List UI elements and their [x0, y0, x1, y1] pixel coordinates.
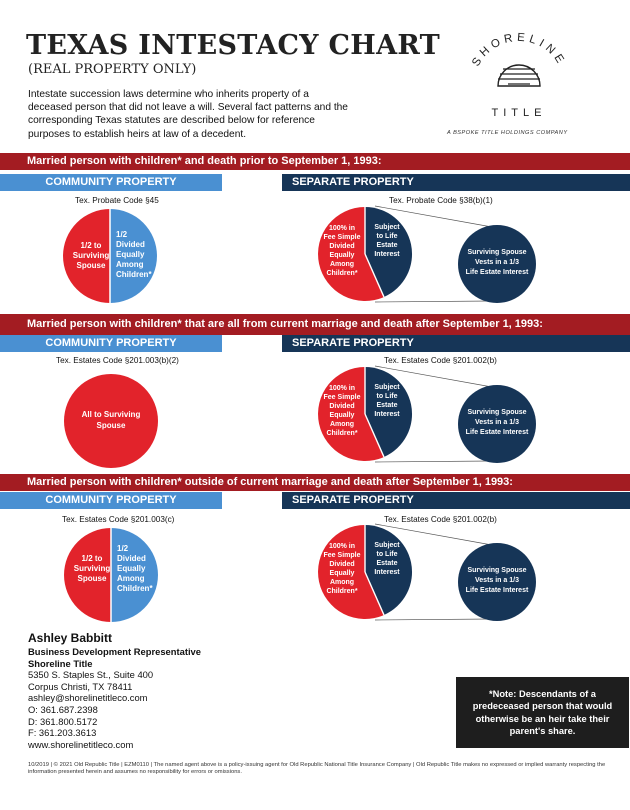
svg-text:Interest: Interest — [374, 569, 400, 576]
contact-name: Ashley Babbitt — [28, 631, 113, 645]
svg-text:Fee Simple: Fee Simple — [323, 234, 361, 241]
section-2-community-pie — [61, 371, 161, 471]
intro-paragraph: Intestate succession laws determine who inherits property of a deceased person that did not leave a will. Several fact patterns and the corresponding Texas statutes are described below for reference purposes to establish heirs at law of a decedent. — [28, 89, 348, 140]
section-2-community-code: Tex. Estates Code §201.003(b)(2) — [56, 356, 179, 365]
svg-text:Equally: Equally — [329, 570, 355, 577]
section-1-community-header: COMMUNITY PROPERTY — [0, 174, 222, 191]
contact-email-link[interactable]: ashley@shorelinetitleco.com — [28, 692, 148, 704]
contact-office-phone: O: 361.687.2398 — [28, 703, 98, 715]
svg-text:Equally: Equally — [329, 412, 355, 419]
svg-text:1/2: 1/2 — [117, 544, 129, 553]
section-1-separate-code: Tex. Probate Code §38(b)(1) — [389, 196, 493, 205]
svg-text:Interest: Interest — [374, 251, 400, 258]
shoreline-logo — [450, 24, 588, 144]
section-3-separate-code: Tex. Estates Code §201.002(b) — [384, 515, 497, 524]
svg-text:Divided: Divided — [117, 554, 146, 563]
section-2-community-header: COMMUNITY PROPERTY — [0, 335, 222, 352]
svg-text:100% in: 100% in — [328, 385, 356, 392]
note-text: *Note: Descendants of a predeceased person that would otherwise be an heir take their parent's share. — [472, 688, 613, 736]
svg-text:Subject: Subject — [374, 224, 400, 231]
svg-text:Vests in a 1/3: Vests in a 1/3 — [475, 259, 519, 266]
contact-address-line-2: Corpus Christi, TX 78411 — [28, 680, 133, 692]
svg-text:Life Estate Interest: Life Estate Interest — [465, 429, 529, 436]
svg-text:1/2: 1/2 — [116, 230, 128, 239]
contact-website-link[interactable]: www.shorelinetitleco.com — [28, 738, 134, 750]
svg-text:Surviving Spouse: Surviving Spouse — [467, 249, 527, 256]
svg-text:Subject: Subject — [374, 542, 400, 549]
svg-text:Equally: Equally — [117, 564, 146, 573]
section-1-community-pie — [60, 206, 160, 306]
svg-text:All to Surviving: All to Surviving — [81, 410, 141, 419]
svg-text:Surviving Spouse: Surviving Spouse — [467, 567, 527, 574]
svg-text:Estate: Estate — [376, 560, 398, 567]
logo-arc-text: SHORELINE — [470, 31, 568, 69]
svg-text:100% in: 100% in — [328, 543, 356, 550]
svg-text:1/2 to: 1/2 to — [81, 554, 103, 563]
svg-text:Surviving Spouse: Surviving Spouse — [467, 409, 527, 416]
contact-direct-phone: D: 361.800.5172 — [28, 715, 98, 727]
svg-text:Among: Among — [116, 260, 144, 269]
svg-text:Among: Among — [117, 574, 145, 583]
section-3-community-code: Tex. Estates Code §201.003(c) — [62, 515, 175, 524]
svg-text:to Life: to Life — [376, 393, 398, 400]
svg-text:Estate: Estate — [376, 242, 398, 249]
svg-text:Children*: Children* — [326, 430, 358, 437]
section-1-separate-header: SEPARATE PROPERTY — [282, 174, 630, 191]
logo-icon — [450, 24, 588, 134]
svg-text:Life Estate Interest: Life Estate Interest — [465, 587, 529, 594]
svg-text:Divided: Divided — [116, 240, 145, 249]
svg-text:Vests in a 1/3: Vests in a 1/3 — [475, 419, 519, 426]
svg-text:Spouse: Spouse — [96, 421, 126, 430]
svg-text:Children*: Children* — [117, 584, 153, 593]
svg-text:Surviving: Surviving — [72, 251, 110, 260]
svg-text:Fee Simple: Fee Simple — [323, 552, 361, 559]
page-title: TEXAS INTESTACY CHART — [26, 30, 441, 61]
contact-role: Business Development Representative — [28, 646, 201, 657]
note-box — [456, 677, 629, 748]
svg-text:Children*: Children* — [116, 270, 152, 279]
section-2-separate-code: Tex. Estates Code §201.002(b) — [384, 356, 497, 365]
svg-text:Divided: Divided — [329, 561, 355, 568]
contact-block — [28, 630, 288, 750]
svg-text:Life Estate Interest: Life Estate Interest — [465, 269, 529, 276]
section-2-separate-diagram — [318, 364, 548, 464]
svg-text:to Life: to Life — [376, 233, 398, 240]
svg-text:1/2 to: 1/2 to — [80, 241, 102, 250]
svg-text:Equally: Equally — [329, 252, 355, 259]
svg-text:Among: Among — [329, 579, 355, 586]
svg-text:Among: Among — [329, 261, 355, 268]
svg-text:Divided: Divided — [329, 243, 355, 250]
section-2-separate-header: SEPARATE PROPERTY — [282, 335, 630, 352]
section-3-community-pie — [61, 525, 161, 625]
svg-text:Among: Among — [329, 421, 355, 428]
svg-text:Estate: Estate — [376, 402, 398, 409]
page-subtitle: (REAL PROPERTY ONLY) — [28, 62, 197, 77]
svg-text:Fee Simple: Fee Simple — [323, 394, 361, 401]
section-3-band: Married person with children* outside of current marriage and death after September 1, 1993: — [0, 474, 630, 491]
svg-text:Divided: Divided — [329, 403, 355, 410]
logo-tagline: A BSPOKE TITLE HOLDINGS COMPANY — [447, 130, 568, 136]
svg-text:Spouse: Spouse — [77, 574, 107, 583]
section-1-band: Married person with children* and death prior to September 1, 1993: — [0, 153, 630, 170]
svg-text:100% in: 100% in — [328, 225, 356, 232]
section-2-band: Married person with children* that are all from current marriage and death after September 1, 1993: — [0, 314, 630, 335]
section-3-community-header: COMMUNITY PROPERTY — [0, 492, 222, 509]
section-3-separate-diagram — [318, 522, 548, 622]
logo-title-text: TITLE — [491, 107, 547, 119]
svg-text:Equally: Equally — [116, 250, 145, 259]
section-1-separate-diagram — [318, 204, 548, 304]
contact-fax: F: 361.203.3613 — [28, 727, 97, 739]
svg-text:Children*: Children* — [326, 270, 358, 277]
section-1-community-code: Tex. Probate Code §45 — [75, 196, 159, 205]
logo-sun-icon — [498, 65, 540, 86]
contact-company: Shoreline Title — [28, 657, 93, 669]
svg-text:Spouse: Spouse — [76, 261, 106, 270]
contact-address-line-1: 5350 S. Staples St., Suite 400 — [28, 669, 154, 681]
svg-text:Subject: Subject — [374, 384, 400, 391]
section-3-separate-header: SEPARATE PROPERTY — [282, 492, 630, 509]
svg-text:Vests in a 1/3: Vests in a 1/3 — [475, 577, 519, 584]
svg-text:Surviving: Surviving — [73, 564, 111, 573]
svg-text:Children*: Children* — [326, 588, 358, 595]
svg-text:Interest: Interest — [374, 411, 400, 418]
footer-disclaimer: 10/2019 | © 2021 Old Republic Title | EZM0110 | The named agent above is a policy-issuing agent for Old Republic National Title Insurance Company | Old Republic Title makes no expressed or implied warranty respecting the information presented herein and assumes no responsibility for errors or omissions. — [28, 762, 606, 776]
svg-text:to Life: to Life — [376, 551, 398, 558]
